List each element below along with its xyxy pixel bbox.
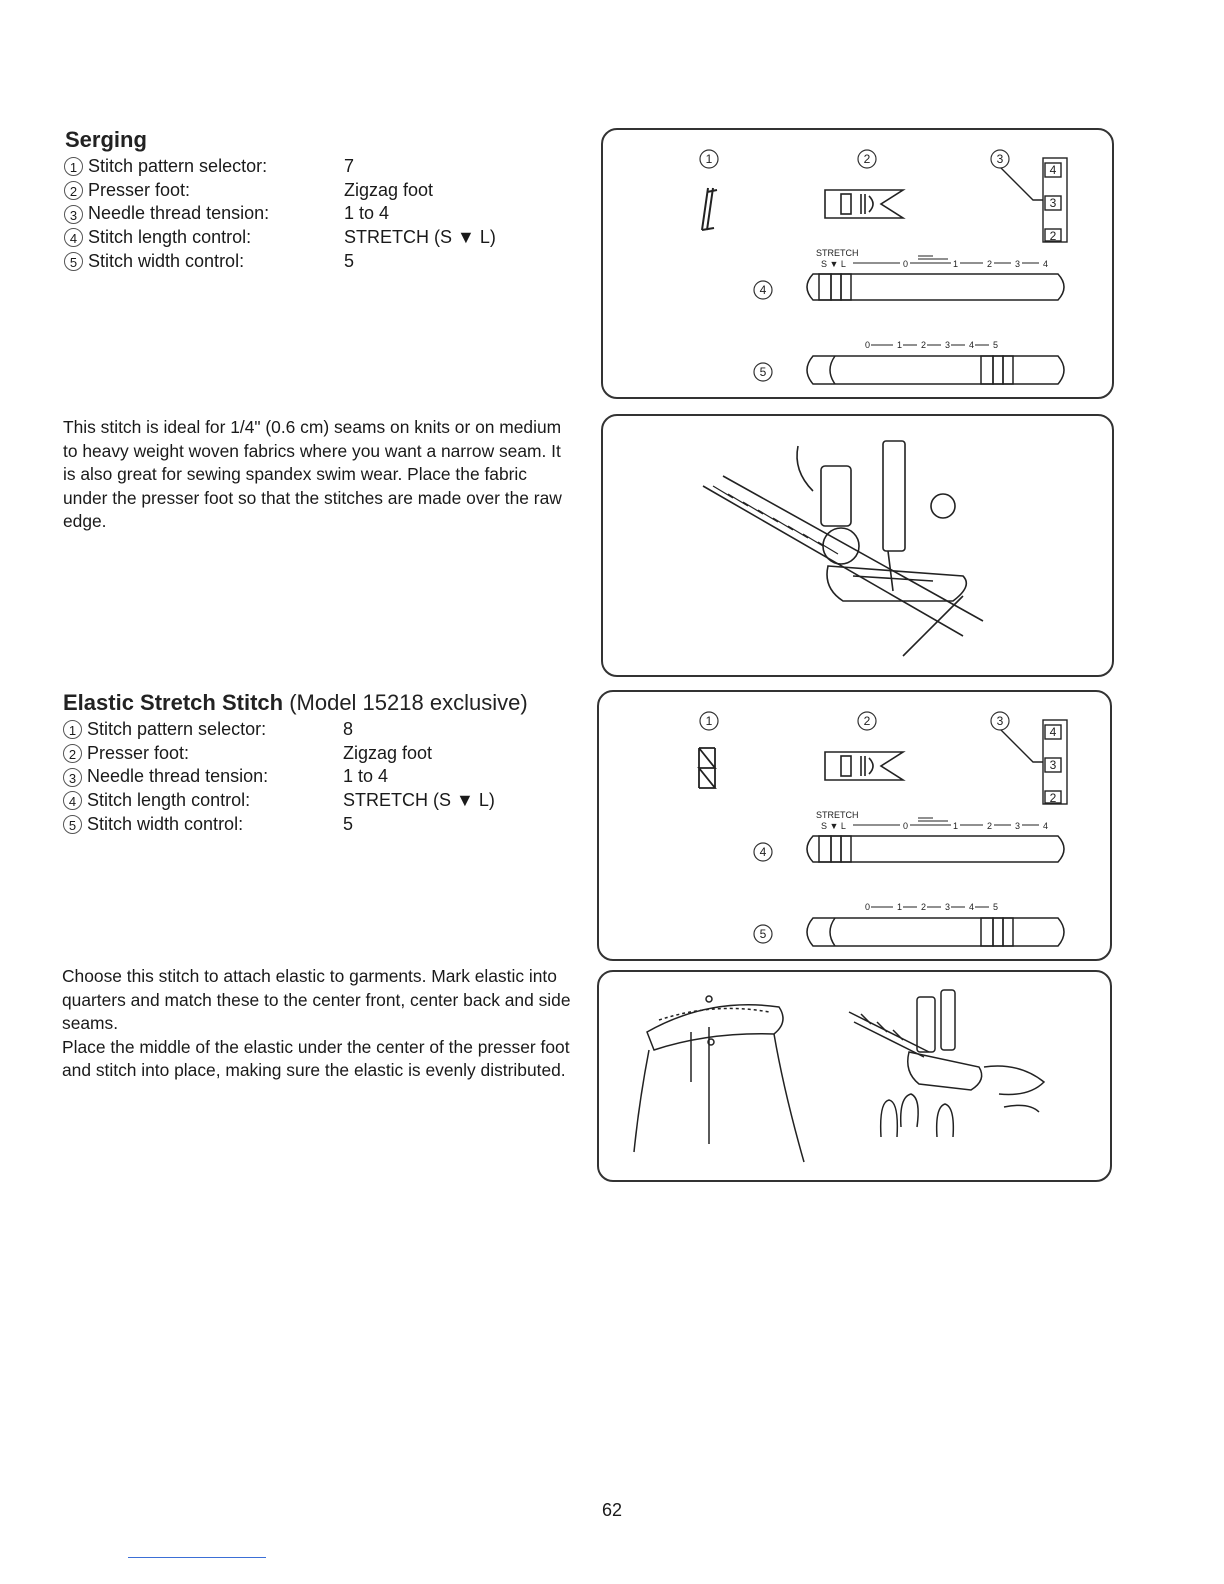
serging-description [63,416,563,534]
elastic-title [63,690,528,716]
callout-number: 1 [64,157,83,176]
width-tick-1: 1 [897,340,903,350]
spec-value: STRETCH (S ▼ L) [344,227,496,248]
serging-stitch-pattern-icon [702,188,717,230]
zigzag-foot-icon [825,752,903,780]
spec-row [63,765,495,789]
serging-sewing-illustration [603,416,1116,679]
callout-number: 1 [63,720,82,739]
callout-1-label: 1 [705,152,713,166]
callout-number: 3 [63,768,82,787]
serging-illustration-panel [601,414,1114,677]
spec-label: Presser foot: [88,179,191,200]
thread-guide-knob [931,494,955,518]
callout-number: 3 [64,205,83,224]
serging-description-text: This stitch is ideal for 1/4" (0.6 cm) seams on knits or on medium to heavy weight woven fabrics where you want a narrow seam. It is also great for sewing spandex swim wear. Place the fabric under the presser foot so that the stitches are made over the raw edge. [63,417,562,532]
tension-number-4: 4 [1049,725,1057,739]
spec-label: Stitch width control: [87,813,244,834]
elastic-illustration-panel [597,970,1112,1182]
serging-title [65,127,147,153]
left-hand-finger [901,1094,918,1127]
spec-row [63,742,495,766]
zigzag-foot-icon [825,190,903,218]
left-hand-finger [937,1104,954,1137]
width-tick-3: 3 [945,902,951,912]
presser-bar [941,990,955,1050]
stretch-label: STRETCH [816,248,859,258]
serging-spec-list [64,155,496,273]
length-scale-label: S ▼ L [821,259,846,269]
length-scale-lines [853,818,1039,825]
elastic-settings-panel [597,690,1112,961]
callout-number: 4 [64,228,83,247]
tension-number-3: 3 [1049,196,1057,210]
spec-value: STRETCH (S ▼ L) [343,790,495,811]
spec-value: 5 [344,250,355,271]
stitch-length-slider [807,274,1064,300]
length-tick-2: 2 [987,821,993,831]
elastic-description-line: Choose this stitch to attach elastic to garments. Mark elastic into quarters and match these to the center front, center back and side seams. [62,966,571,1034]
length-scale-lines [853,256,1039,263]
elastic-sewing-illustration [599,972,1114,1184]
stitch-width-slider [807,356,1064,384]
length-tick-1: 1 [953,821,959,831]
callout-number: 5 [64,252,83,271]
spec-label: Stitch length control: [87,790,251,811]
serging-settings-panel [601,128,1114,399]
tension-number-2: 2 [1049,229,1057,243]
width-tick-2: 2 [921,902,927,912]
width-tick-3: 3 [945,340,951,350]
callout-4-label: 4 [759,283,767,297]
elastic-stitch-pattern-icon [699,748,715,788]
callout-number: 2 [63,744,82,763]
spec-label: Stitch width control: [88,250,245,271]
length-tick-1: 1 [953,259,959,269]
spec-row [64,202,496,226]
presser-foot [827,566,966,601]
spec-label: Needle thread tension: [87,766,269,787]
page-number: 62 [601,1500,623,1520]
presser-bar [821,466,851,526]
thread-lever [797,446,813,491]
width-tick-4: 4 [969,340,975,350]
right-hand-finger [1004,1105,1039,1112]
width-tick-4: 4 [969,902,975,912]
tension-number-3: 3 [1049,758,1057,772]
spec-label: Stitch pattern selector: [87,719,267,739]
callout-2-label: 2 [863,152,871,166]
spec-value: 7 [344,156,355,176]
spec-value: Zigzag foot [344,179,434,200]
spec-value: 5 [343,813,354,834]
fabric-edge-line [703,476,983,636]
serging-title-text: Serging [65,127,147,152]
elastic-spec-list [63,718,495,836]
elastic-waistband [647,1005,783,1050]
width-tick-1: 1 [897,902,903,912]
garment-left-edge [634,1050,649,1152]
width-tick-2: 2 [921,340,927,350]
spec-row [64,250,496,274]
callout-number: 5 [63,815,82,834]
needle-bar [917,997,935,1052]
callout-3-label: 3 [996,714,1004,728]
callout-4-label: 4 [759,845,767,859]
callout-3-label: 3 [996,152,1004,166]
fabric-fold-line [903,596,963,656]
spec-row [63,718,495,742]
length-tick-4: 4 [1043,821,1049,831]
stretch-label: STRETCH [816,810,859,820]
spec-value: 1 to 4 [344,203,390,224]
tension-number-4: 4 [1049,163,1057,177]
length-tick-4: 4 [1043,259,1049,269]
pin-marker [706,996,712,1002]
spec-value: Zigzag foot [343,742,433,763]
presser-foot [908,1052,982,1090]
serging-stitch-marks [713,486,838,554]
spec-label: Needle thread tension: [88,203,270,224]
left-hand-finger [881,1100,898,1137]
tension-number-2: 2 [1049,791,1057,805]
elastic-settings-diagram [599,692,1114,963]
callout-number: 2 [64,181,83,200]
spec-row [63,813,495,837]
elastic-title-text: Elastic Stretch Stitch [63,690,284,715]
elastic-description-line: Place the middle of the elastic under the center of the presser foot and stitch into place, making sure the elastic is evenly distributed. [62,1036,570,1081]
right-hand [984,1066,1044,1095]
length-tick-2: 2 [987,259,993,269]
width-tick-5: 5 [993,340,999,350]
callout-1-label: 1 [705,714,713,728]
foot-screw [823,528,859,564]
callout-2-label: 2 [863,714,871,728]
width-tick-0: 0 [865,340,871,350]
serging-settings-diagram [603,130,1116,401]
stitch-length-slider [807,836,1064,862]
needle-bar [883,441,905,551]
garment-right-edge [774,1034,804,1162]
tension-dial-icon [1001,158,1067,242]
spec-value: 1 to 4 [343,766,389,787]
elastic-subtitle: (Model 15218 exclusive) [289,690,528,715]
callout-number: 4 [63,791,82,810]
spec-value: 8 [343,719,354,739]
spec-label: Stitch pattern selector: [88,156,268,176]
length-tick-3: 3 [1015,821,1021,831]
callout-5-label: 5 [759,365,767,379]
spec-row [64,179,496,203]
width-tick-5: 5 [993,902,999,912]
spec-row [64,155,496,179]
footer-link-underline [128,1557,266,1558]
length-tick-0: 0 [903,259,909,269]
tension-dial-icon [1001,720,1067,804]
elastic-description [62,965,577,1083]
length-tick-0: 0 [903,821,909,831]
length-scale-label: S ▼ L [821,821,846,831]
stitch-width-slider [807,918,1064,946]
spec-label: Stitch length control: [88,227,252,248]
callout-5-label: 5 [759,927,767,941]
spec-label: Presser foot: [87,742,190,763]
spec-row [63,789,495,813]
spec-row [64,226,496,250]
length-tick-3: 3 [1015,259,1021,269]
width-tick-0: 0 [865,902,871,912]
